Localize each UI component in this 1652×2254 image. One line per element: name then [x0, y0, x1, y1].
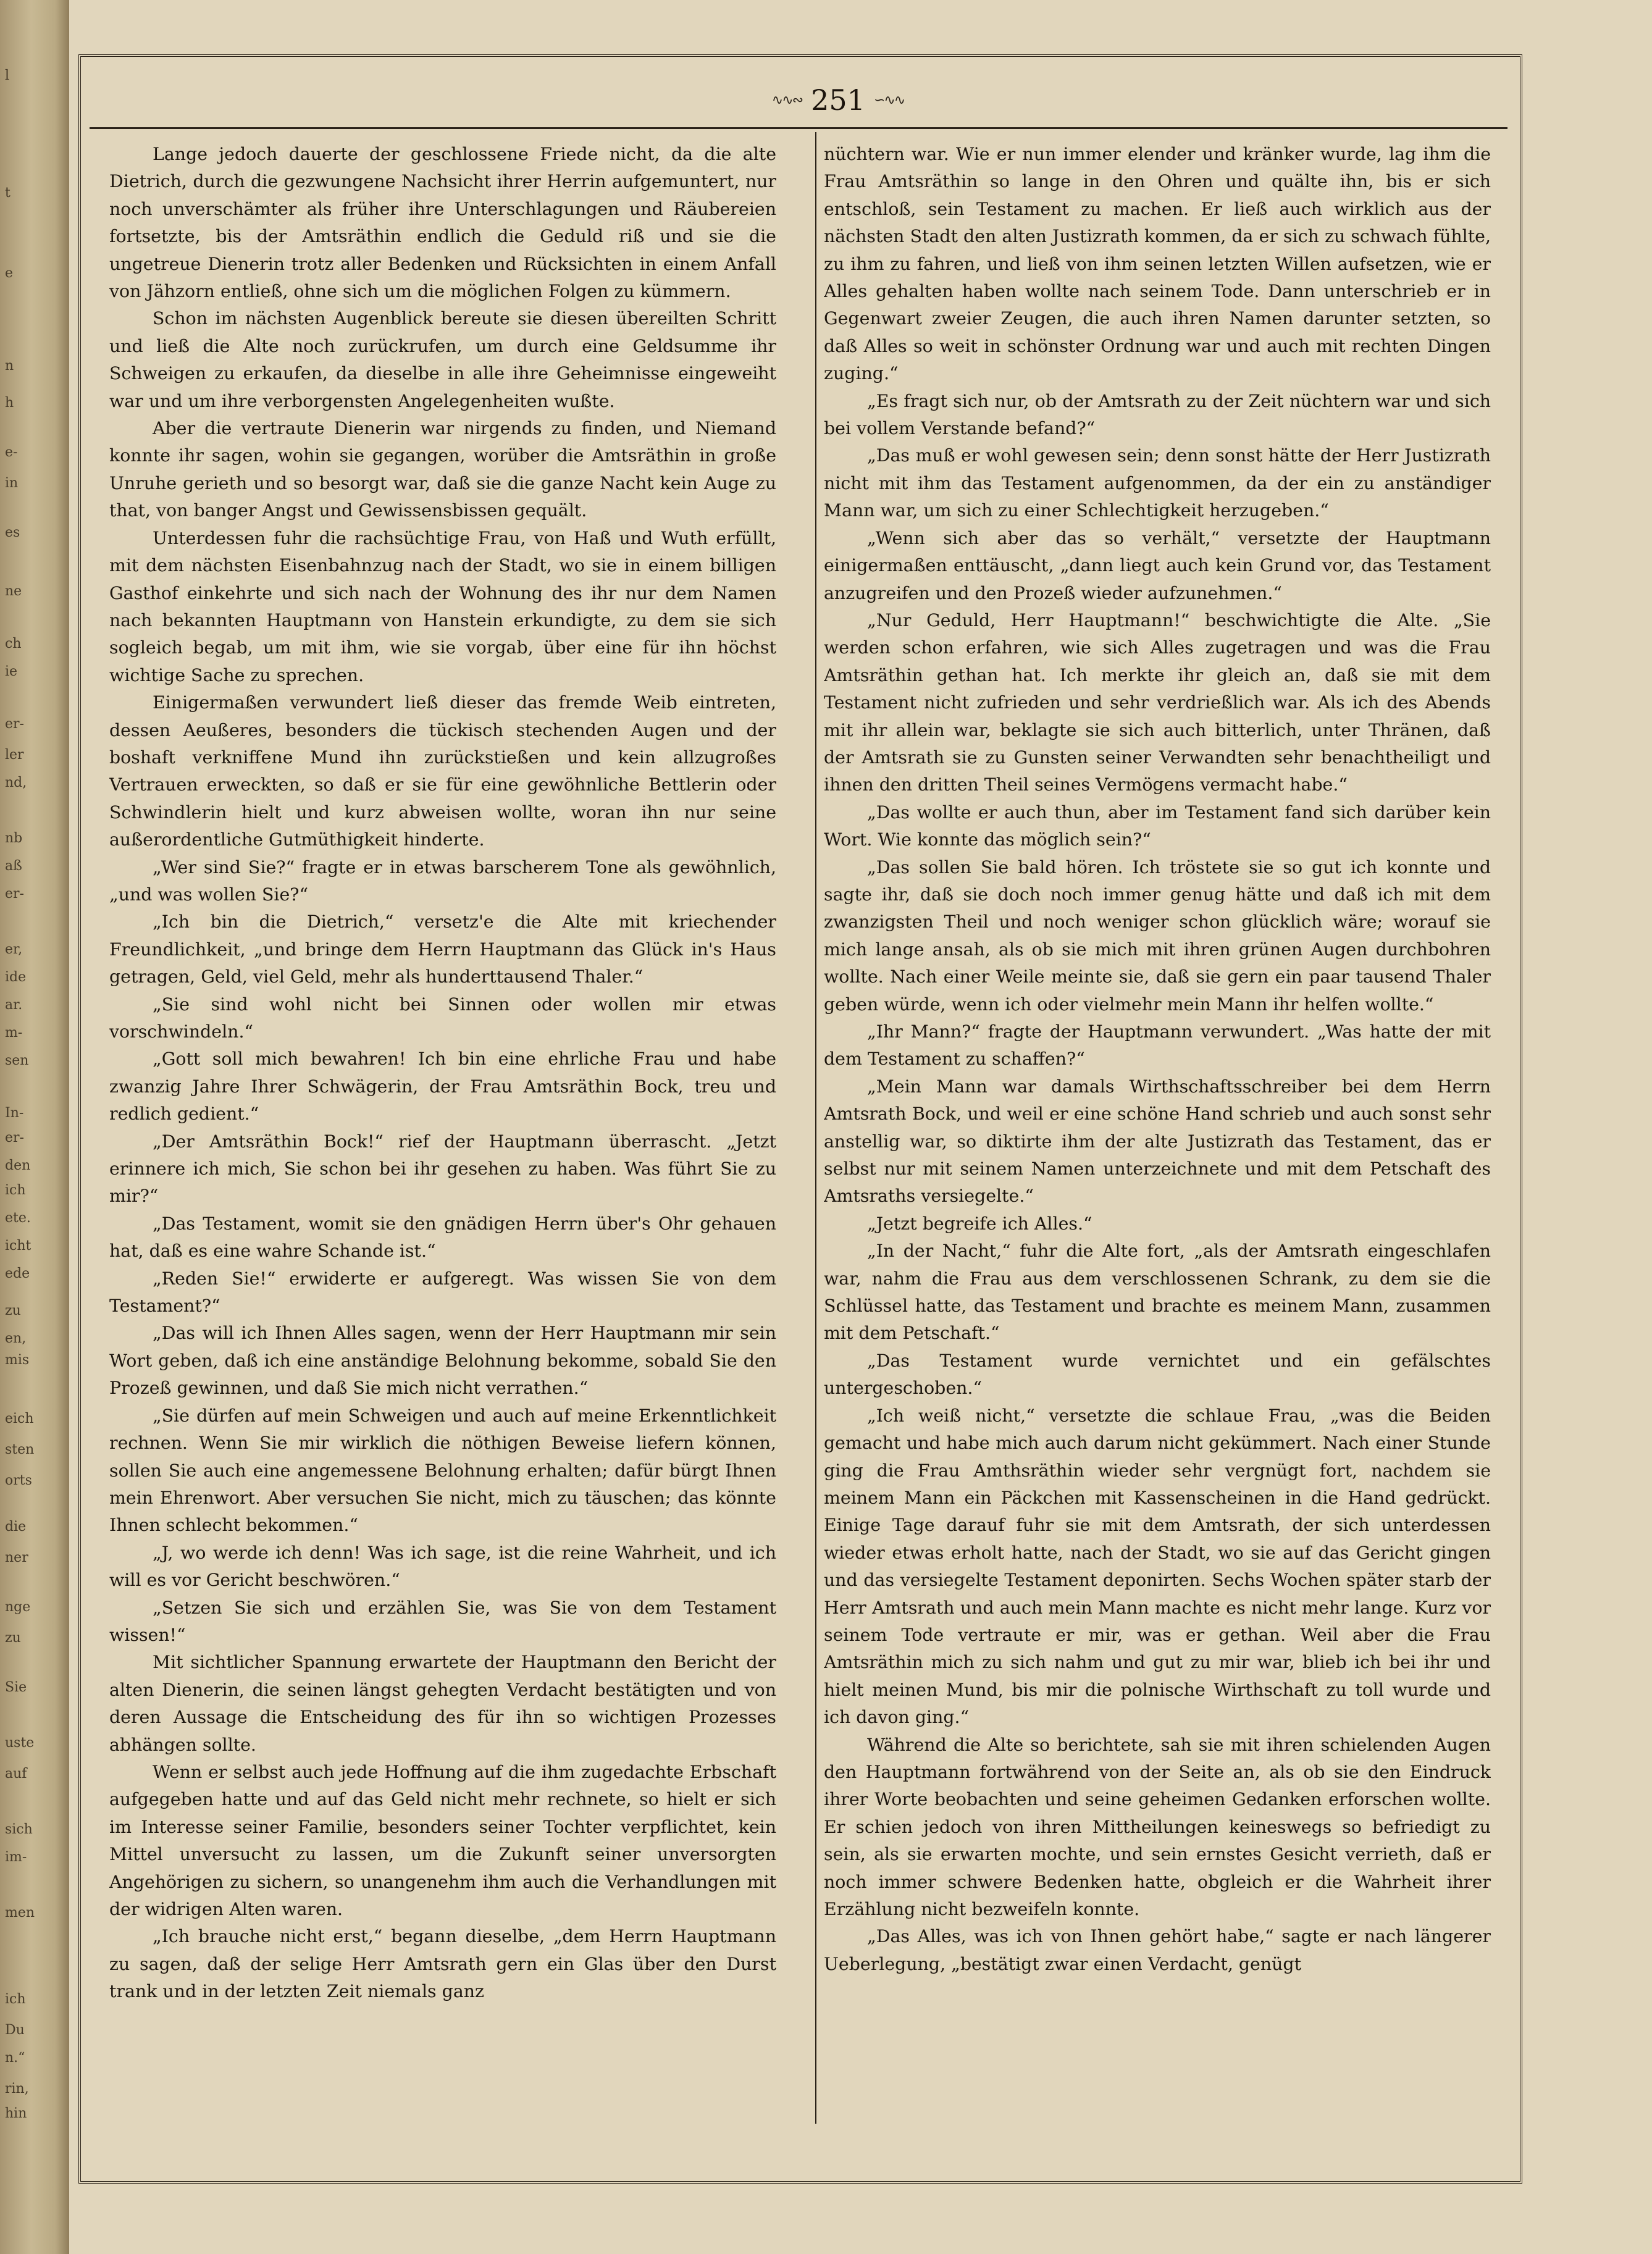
right-column: [824, 141, 1491, 2123]
gutter-fragment: sich: [5, 1822, 33, 1837]
gutter-fragment: den: [5, 1158, 31, 1173]
gutter-fragment: ler: [5, 747, 24, 763]
gutter-fragment: l: [5, 68, 10, 83]
gutter-fragment: ie: [5, 664, 18, 679]
paragraph: „Sie dürfen auf mein Schweigen und auch auf meine Erkenntlichkeit rechnen. Wenn Sie mir wirklich die nöthigen Beweise liefern können, sollen Sie auch eine angemessene Belohnung erhalten; dafür bürgt Ihnen mein Ehrenwort. Aber versuchen Sie nicht, mich zu täuschen; das könnte Ihnen schlecht bekommen.“: [109, 1405, 776, 1536]
gutter-fragment: rin,: [5, 2081, 29, 2097]
paragraph: Einigermaßen verwundert ließ dieser das fremde Weib eintreten, dessen Aeußeres, besonders die tückisch stechenden Augen und der boshaft verkniffene Mund ihn zurückstießen und kein allzugroßes Vertrauen erweckten, so daß er sie für eine gewöhnliche Bettlerin oder Schwindlerin hielt und kurz abweisen wollte, woran ihn nur seine außerordentliche Gutmüthigkeit hinderte.: [109, 692, 776, 850]
gutter-fragment: nb: [5, 831, 23, 846]
paragraph: Während die Alte so berichtete, sah sie mit ihren schielenden Augen den Hauptmann fortwährend von der Seite an, als ob sie den Eindruck ihrer Worte beobachten und seine geheimen Gedanken erforschen wollte. Er schien jedoch von ihren Mittheilungen keineswegs so befriedigt zu sein, als sie erwarten mochte, und sein ernstes Gesicht verrieth, daß er noch immer schwere Bedenken hatte, obgleich er die Wahrheit ihrer Erzählung nicht bezweifeln konnte.: [824, 1734, 1491, 1919]
gutter-fragment: es: [5, 525, 20, 540]
gutter-fragment: ete.: [5, 1210, 31, 1226]
gutter-fragment: h: [5, 395, 14, 411]
gutter-fragment: m-: [5, 1025, 23, 1041]
page-header: [748, 82, 928, 119]
gutter-fragment: ich: [5, 1992, 26, 2007]
gutter-fragment: ede: [5, 1266, 30, 1281]
gutter-fragment: in: [5, 476, 19, 491]
ornament-right: ∽∿∿: [873, 92, 905, 108]
column-divider: [815, 132, 816, 2124]
gutter-fragment: nd,: [5, 775, 27, 790]
paragraph: „Mein Mann war damals Wirthschaftsschreiber bei dem Herrn Amtsrath Bock, und weil er eine schöne Hand schrieb und auch sonst sehr anstellig war, so diktirte ihm der alte Justizrath das Testament, das er selbst nur mit seinem Namen unterzeichnete und mit dem Petschaft des Amtsraths versiegelte.“: [824, 1076, 1491, 1207]
gutter-fragment: ch: [5, 636, 22, 651]
gutter-fragment: sten: [5, 1442, 35, 1457]
paragraph: Wenn er selbst auch jede Hoffnung auf die ihm zugedachte Erbschaft aufgegeben hatte und auf das Geld nicht mehr rechnete, so hielt er sich im Interesse seiner Familie, besonders seiner Tochter verpflichtet, kein Mittel unversucht zu lassen, um die Zukunft seiner unversorgten Angehörigen zu sichern, so unangenehm ihm auch die Verhandlungen mit der widrigen Alten waren.: [109, 1761, 776, 1919]
gutter-fragment: icht: [5, 1238, 31, 1254]
gutter-fragment: im-: [5, 1850, 27, 1865]
paragraph: „Setzen Sie sich und erzählen Sie, was Sie von dem Testament wissen!“: [109, 1597, 776, 1645]
paragraph: „Ich bin die Dietrich,“ versetz'e die Alte mit kriechender Freundlichkeit, „und bringe dem Herrn Hauptmann das Glück in's Haus getragen, Geld, viel Geld, mehr als hunderttausend Thaler.“: [109, 911, 776, 987]
paragraph: „Gott soll mich bewahren! Ich bin eine ehrliche Frau und habe zwanzig Jahre Ihrer Schwägerin, der Frau Amtsräthin Bock, treu und redlich gedient.“: [109, 1049, 776, 1125]
gutter-fragment: zu: [5, 1303, 21, 1318]
gutter-fragment: Du: [5, 2022, 25, 2038]
gutter-fragment: aß: [5, 858, 22, 874]
gutter-fragment: auf: [5, 1766, 27, 1782]
gutter-fragment: t: [5, 185, 10, 201]
gutter-fragment: In-: [5, 1105, 24, 1121]
paragraph: „Das Alles, was ich von Ihnen gehört habe,“ sagte er nach längerer Ueberlegung, „bestätigt zwar einen Verdacht, genügt: [824, 1926, 1491, 1974]
paragraph: Schon im nächsten Augenblick bereute sie diesen übereilten Schritt und ließ die Alte noch zurückrufen, um durch eine Geldsumme ihr Schweigen zu erkaufen, da dieselbe in alle ihre Geheimnisse eingeweiht war und um ihre verborgensten Angelegenheiten wußte.: [109, 308, 776, 411]
left-column: [109, 141, 776, 2123]
gutter-fragment: hin: [5, 2106, 27, 2121]
paragraph: „Ihr Mann?“ fragte der Hauptmann verwundert. „Was hatte der mit dem Testament zu schaffen?“: [824, 1021, 1491, 1070]
paragraph: „Das Testament, womit sie den gnädigen Herrn über's Ohr gehauen hat, daß es eine wahre Schande ist.“: [109, 1213, 776, 1262]
paragraph: „Wer sind Sie?“ fragte er in etwas barscherem Tone als gewöhnlich, „und was wollen Sie?“: [109, 857, 776, 905]
paragraph: „Das wollte er auch thun, aber im Testament fand sich darüber kein Wort. Wie konnte das möglich sein?“: [824, 802, 1491, 850]
header-rule: [90, 127, 1507, 129]
gutter-fragment: n: [5, 358, 14, 374]
adjacent-page-edge: [0, 0, 69, 2254]
paragraph: „Wenn sich aber das so verhält,“ versetzte der Hauptmann einigermaßen enttäuscht, „dann liegt auch kein Grund vor, das Testament anzugreifen und den Prozeß wieder aufzunehmen.“: [824, 527, 1491, 603]
page-number: 251: [811, 83, 865, 117]
gutter-fragment: en,: [5, 1331, 27, 1346]
gutter-fragment: eich: [5, 1411, 34, 1427]
paragraph: Unterdessen fuhr die rachsüchtige Frau, von Haß und Wuth erfüllt, mit dem nächsten Eisenbahnzug nach der Stadt, wo sie in einem billigen Gasthof einkehrte und sich nach der Wohnung des ihr nur dem Namen nach bekannten Hauptmann von Hanstein erkundigte, zu dem sie sich sogleich begab, um mit ihm, wie sie vorgab, über eine für ihn höchst wichtige Sache zu sprechen.: [109, 527, 776, 685]
gutter-fragment: men: [5, 1905, 35, 1921]
gutter-fragment: Sie: [5, 1680, 27, 1695]
paragraph: „Es fragt sich nur, ob der Amtsrath zu der Zeit nüchtern war und sich bei vollem Verstande befand?“: [824, 390, 1491, 439]
paragraph: „J, wo werde ich denn! Was ich sage, ist die reine Wahrheit, und ich will es vor Gericht beschwören.“: [109, 1542, 776, 1591]
paragraph: „Sie sind wohl nicht bei Sinnen oder wollen mir etwas vorschwindeln.“: [109, 994, 776, 1042]
gutter-fragment: ne: [5, 584, 22, 599]
gutter-fragment: e-: [5, 445, 18, 460]
gutter-fragment: ner: [5, 1550, 28, 1565]
gutter-fragment: zu: [5, 1630, 21, 1646]
gutter-fragment: die: [5, 1519, 27, 1535]
gutter-fragment: uste: [5, 1735, 35, 1751]
paragraph: Aber die vertraute Dienerin war nirgends zu finden, und Niemand konnte ihr sagen, wohin sie gegangen, worüber die Amtsräthin in große Unruhe gerieth und so besorgt war, daß sie die ganze Nacht kein Auge zu that, von banger Angst und Gewissensbissen gequält.: [109, 418, 776, 521]
paragraph: „Nur Geduld, Herr Hauptmann!“ beschwichtigte die Alte. „Sie werden schon erfahren, wie sich Alles zugetragen und was die Frau Amtsräthin gethan hat. Ich merkte ihr gleich an, daß sie mit dem Testament nicht zufrieden und sehr verdrießlich war. Als ich des Abends mit ihr allein war, beklagte sie sich auch bitterlich, unter Thränen, daß der Amtsrath sie zu Gunsten seiner Verwandten sehr benachtheiligt und ihnen den dritten Theil seines Vermögens vermacht habe.“: [824, 610, 1491, 795]
paragraph: nüchtern war. Wie er nun immer elender und kränker wurde, lag ihm die Frau Amtsräthin so lange in den Ohren und quälte ihn, bis er sich entschloß, sein Testament zu machen. Er ließ auch wirklich aus der nächsten Stadt den alten Justizrath kommen, da er sich zu schwach fühlte, zu ihm zu fahren, und ließ von ihm seinen letzten Willen aufsetzen, wie er Alles gehalten haben wollte nach seinem Tode. Dann unterschrieb er in Gegenwart zweier Zeugen, die auch ihren Namen darunter setzten, so daß Alles so weit in schönster Ordnung war und auch mit rechten Dingen zuging.“: [824, 144, 1491, 384]
gutter-fragment: ide: [5, 970, 27, 985]
book-page: [69, 0, 1652, 2254]
paragraph: „In der Nacht,“ fuhr die Alte fort, „als der Amtsrath eingeschlafen war, nahm die Frau aus dem verschlossenen Schrank, zu dem sie die Schlüssel hatte, das Testament und brachte es meinem Mann, zusammen mit dem Petschaft.“: [824, 1241, 1491, 1344]
paragraph: „Ich brauche nicht erst,“ begann dieselbe, „dem Herrn Hauptmann zu sagen, daß der selige Herr Amtsrath gern ein Glas über den Durst trank und in der letzten Zeit niemals ganz: [109, 1926, 776, 2002]
gutter-fragment: nge: [5, 1599, 31, 1615]
gutter-fragment: e: [5, 266, 14, 281]
gutter-fragment: sen: [5, 1053, 29, 1068]
gutter-fragment: ar.: [5, 997, 23, 1013]
gutter-fragment: er,: [5, 942, 23, 957]
paragraph: „Das sollen Sie bald hören. Ich tröstete sie so gut ich konnte und sagte ihr, daß sie doch noch immer genug hätte und daß ich mit dem zwanzigsten Theil und noch weniger schon glücklich wäre; worauf sie mich lange ansah, als ob sie mich mit ihren grünen Augen durchbohren wollte. Nach einer Weile meinte sie, daß sie gern ein paar tausend Thaler geben würde, wenn ich oder vielmehr mein Mann ihr helfen wollte.“: [824, 857, 1491, 1015]
gutter-fragment: mis: [5, 1352, 30, 1368]
paragraph: „Das Testament wurde vernichtet und ein gefälschtes untergeschoben.“: [824, 1350, 1491, 1399]
ornament-left: ∿∿∾: [771, 92, 803, 108]
gutter-fragment: n.“: [5, 2050, 25, 2066]
paragraph: Lange jedoch dauerte der geschlossene Friede nicht, da die alte Dietrich, durch die gezwungene Nachsicht ihrer Herrin aufgemuntert, nur noch unverschämter als früher ihre Unterschlagungen und Räubereien fortsetzte, bis der Amtsräthin endlich die Geduld riß und sie die ungetreue Dienerin trotz aller Bedenken und Rücksichten in einem Anfall von Jähzorn entließ, ohne sich um die möglichen Folgen zu kümmern.: [109, 144, 776, 302]
paragraph: „Das muß er wohl gewesen sein; denn sonst hätte der Herr Justizrath nicht mit ihm das Testament aufgenommen, da der ein zu anständiger Mann war, um sich zu einer Schlechtigkeit herzugeben.“: [824, 445, 1491, 521]
paragraph: „Jetzt begreife ich Alles.“: [867, 1213, 1092, 1234]
gutter-fragment: orts: [5, 1473, 32, 1488]
paragraph: „Ich weiß nicht,“ versetzte die schlaue Frau, „was die Beiden gemacht und habe mich auch darum nicht gekümmert. Nach einer Stunde ging die Frau Amthsräthin wieder sehr vergnügt fort, nachdem sie meinem Mann ein Päckchen mit Kassenscheinen in die Hand gedrückt. Einige Tage darauf fuhr sie mit dem Amtsrath, der sich unterdessen wieder etwas erholt hatte, nach der Stadt, wo sie auf das Gericht gingen und das versiegelte Testament deponirten. Sechs Wochen später starb der Herr Amtsrath und auch mein Mann machte es nicht mehr lange. Kurz vor seinem Tode vertraute er mir, was er gethan. Weil aber die Frau Amtsräthin mich zu sich nahm und gut zu mir war, blieb ich bei ihr und hielt meinen Mund, bis mir die polnische Wirthschaft zu toll wurde und ich davon ging.“: [824, 1405, 1491, 1728]
paragraph: „Das will ich Ihnen Alles sagen, wenn der Herr Hauptmann mir sein Wort geben, daß ich eine anständige Belohnung bekomme, sobald Sie den Prozeß gewinnen, und daß Sie mich nicht verrathen.“: [109, 1323, 776, 1399]
paragraph: Mit sichtlicher Spannung erwartete der Hauptmann den Bericht der alten Dienerin, die seinen längst gehegten Verdacht bestätigten und von deren Aussage die Entscheidung des für ihn so wichtigen Prozesses abhängen sollte.: [109, 1652, 776, 1755]
gutter-fragment: er-: [5, 716, 24, 732]
paragraph: „Der Amtsräthin Bock!“ rief der Hauptmann überrascht. „Jetzt erinnere ich mich, Sie schon bei ihr gesehen zu haben. Was führt Sie zu mir?“: [109, 1131, 776, 1207]
paragraph: „Reden Sie!“ erwiderte er aufgeregt. Was wissen Sie von dem Testament?“: [109, 1268, 776, 1317]
gutter-fragment: er-: [5, 1130, 24, 1146]
gutter-fragment: ich: [5, 1183, 26, 1198]
gutter-fragment: er-: [5, 886, 24, 902]
